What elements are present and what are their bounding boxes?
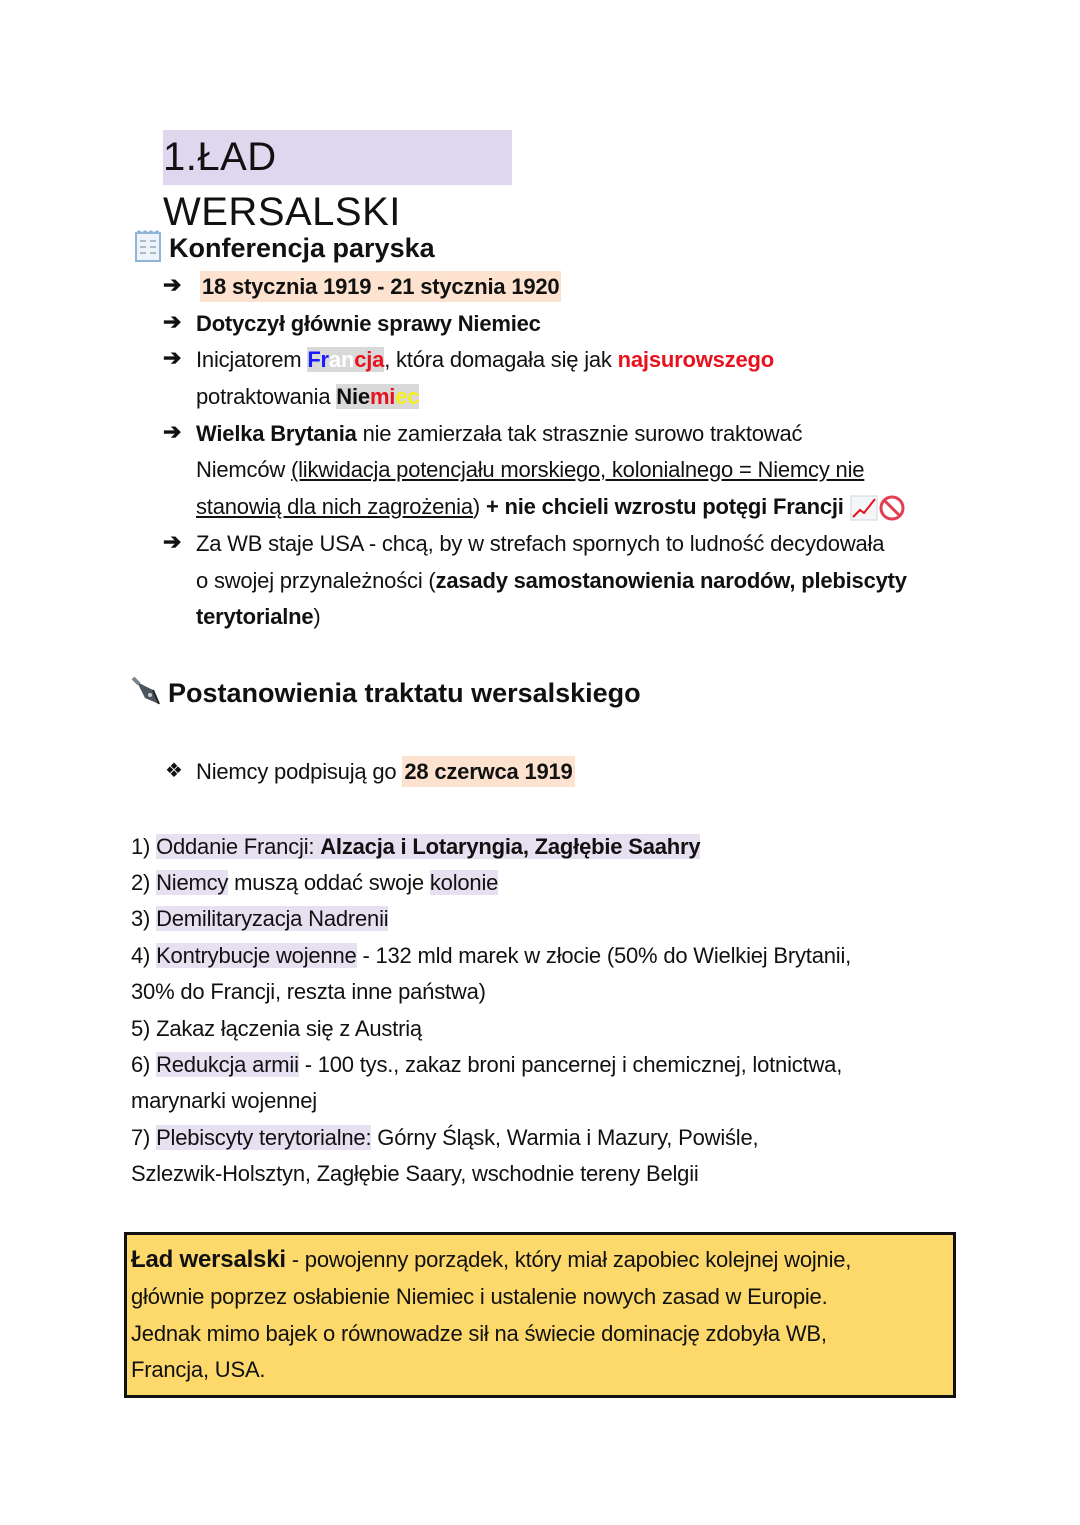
signed-date: 28 czerwca 1919 bbox=[402, 756, 574, 787]
text: Fr bbox=[307, 347, 329, 372]
summary-line: Francja, USA. bbox=[131, 1357, 266, 1382]
text: , która domagała się jak bbox=[384, 347, 618, 372]
text: Demilitaryzacja Nadrenii bbox=[156, 906, 389, 931]
text: Górny Śląsk, Warmia i Mazury, Powiśle, bbox=[371, 1125, 759, 1150]
list-item-cont: marynarki wojennej bbox=[131, 1088, 317, 1113]
section-heading-postanowienia: Postanowienia traktatu wersalskiego bbox=[168, 678, 641, 708]
bullet-wb-cont1 bbox=[196, 455, 864, 485]
list-item bbox=[131, 904, 388, 934]
text: cja bbox=[354, 347, 385, 372]
text: 1) bbox=[131, 834, 157, 859]
text: - 132 mld marek w złocie (50% do Wielkiej Brytanii, bbox=[356, 943, 852, 968]
list-item bbox=[131, 941, 851, 971]
text: zasady samostanowienia narodów, plebiscyty bbox=[435, 568, 907, 593]
summary-line: Jednak mimo bajek o równowadze sił na świecie dominację zdobyła WB, bbox=[131, 1321, 827, 1346]
text: Kontrybucje wojenne bbox=[156, 943, 357, 968]
text: potraktowania bbox=[196, 384, 337, 409]
chart-increasing-icon bbox=[850, 495, 878, 521]
list-item bbox=[131, 868, 498, 898]
text: ec bbox=[395, 384, 420, 409]
text: Plebiscyty terytorialne: bbox=[156, 1125, 372, 1150]
summary-box bbox=[124, 1232, 956, 1398]
niemiec-flag-word bbox=[336, 384, 419, 409]
summary-line: głównie poprzez osłabienie Niemiec i ustalenie nowych zasad w Europie. bbox=[131, 1284, 828, 1309]
text: - 100 tys., zakaz broni pancernej i chemicznej, lotnictwa, bbox=[298, 1052, 843, 1077]
arrow-bullet-icon: ➔ bbox=[163, 309, 182, 334]
bullet-inicjator-cont bbox=[196, 382, 419, 412]
francja-flag-word bbox=[307, 347, 384, 372]
bullet-wb-cont2 bbox=[196, 492, 906, 522]
text: 4) bbox=[131, 943, 157, 968]
arrow-bullet-icon: ➔ bbox=[163, 272, 182, 297]
fountain-pen-icon bbox=[131, 676, 165, 710]
bullet-wb bbox=[196, 419, 802, 449]
list-item bbox=[131, 1123, 758, 1153]
text: o swojej przynależności ( bbox=[196, 568, 436, 593]
text: muszą oddać swoje bbox=[228, 870, 430, 895]
bullet-usa: Za WB staje USA - chcą, by w strefach spornych to ludność decydowała bbox=[196, 531, 885, 556]
text: stanowią dla nich zagrożenia bbox=[196, 494, 473, 519]
text: mi bbox=[369, 384, 396, 409]
text: Oddanie Francji: bbox=[156, 834, 315, 859]
arrow-bullet-icon: ➔ bbox=[163, 345, 182, 370]
text: Wielka Brytania bbox=[196, 421, 357, 446]
bullet-inicjator bbox=[196, 345, 774, 375]
text: Zakaz łączenia się z Austrią bbox=[156, 1016, 422, 1041]
list-item bbox=[131, 1050, 842, 1080]
text: 7) bbox=[131, 1125, 157, 1150]
text: Alzacja i Lotaryngia, Zagłębie Saahry bbox=[320, 834, 701, 859]
list-item bbox=[131, 832, 700, 862]
text: kolonie bbox=[429, 870, 499, 895]
text: an bbox=[328, 347, 355, 372]
diamond-bullet-icon: ❖ bbox=[165, 760, 183, 782]
summary-term: Ład wersalski bbox=[131, 1246, 286, 1273]
signed-date-line bbox=[196, 757, 575, 787]
text: - powojenny porządek, który miał zapobiec kolejnej wojnie, bbox=[285, 1247, 852, 1272]
arrow-bullet-icon: ➔ bbox=[163, 419, 182, 444]
text: 3) bbox=[131, 906, 157, 931]
text: ) bbox=[313, 604, 321, 629]
text: + nie chcieli wzrostu potęgi Francji bbox=[480, 494, 844, 519]
text: 5) bbox=[131, 1016, 157, 1041]
summary-line bbox=[131, 1245, 851, 1275]
text: 2) bbox=[131, 870, 157, 895]
section-heading-konferencja: Konferencja paryska bbox=[169, 233, 435, 263]
dates-text: 18 stycznia 1919 - 21 stycznia 1920 bbox=[200, 271, 561, 302]
text: terytorialne bbox=[196, 604, 314, 629]
bullet-niemcy: Dotyczył głównie sprawy Niemiec bbox=[196, 311, 541, 336]
text: Nie bbox=[336, 384, 370, 409]
list-item-cont: 30% do Francji, reszta inne państwa) bbox=[131, 979, 486, 1004]
text: najsurowszego bbox=[617, 347, 774, 372]
page-title: 1.ŁAD WERSALSKI bbox=[163, 130, 512, 185]
text: Niemców bbox=[196, 457, 291, 482]
text: Niemcy bbox=[156, 870, 229, 895]
text: Niemcy podpisują go bbox=[196, 759, 403, 784]
bullet-dates bbox=[200, 272, 561, 302]
list-item bbox=[131, 1014, 422, 1044]
text: ) bbox=[472, 494, 481, 519]
receipt-icon bbox=[133, 230, 163, 264]
text: (likwidacja potencjału morskiego, kolonialnego = Niemcy nie bbox=[290, 457, 865, 482]
list-item-cont: Szlezwik-Holsztyn, Zagłębie Saary, wschodnie tereny Belgii bbox=[131, 1161, 699, 1186]
text: 6) bbox=[131, 1052, 157, 1077]
bullet-usa-cont2 bbox=[196, 602, 321, 632]
arrow-bullet-icon: ➔ bbox=[163, 529, 182, 554]
bullet-usa-cont1 bbox=[196, 566, 907, 596]
text: Redukcja armii bbox=[156, 1052, 299, 1077]
text: Inicjatorem bbox=[196, 347, 308, 372]
prohibited-icon bbox=[878, 494, 906, 522]
text: nie zamierzała tak strasznie surowo traktować bbox=[356, 421, 803, 446]
